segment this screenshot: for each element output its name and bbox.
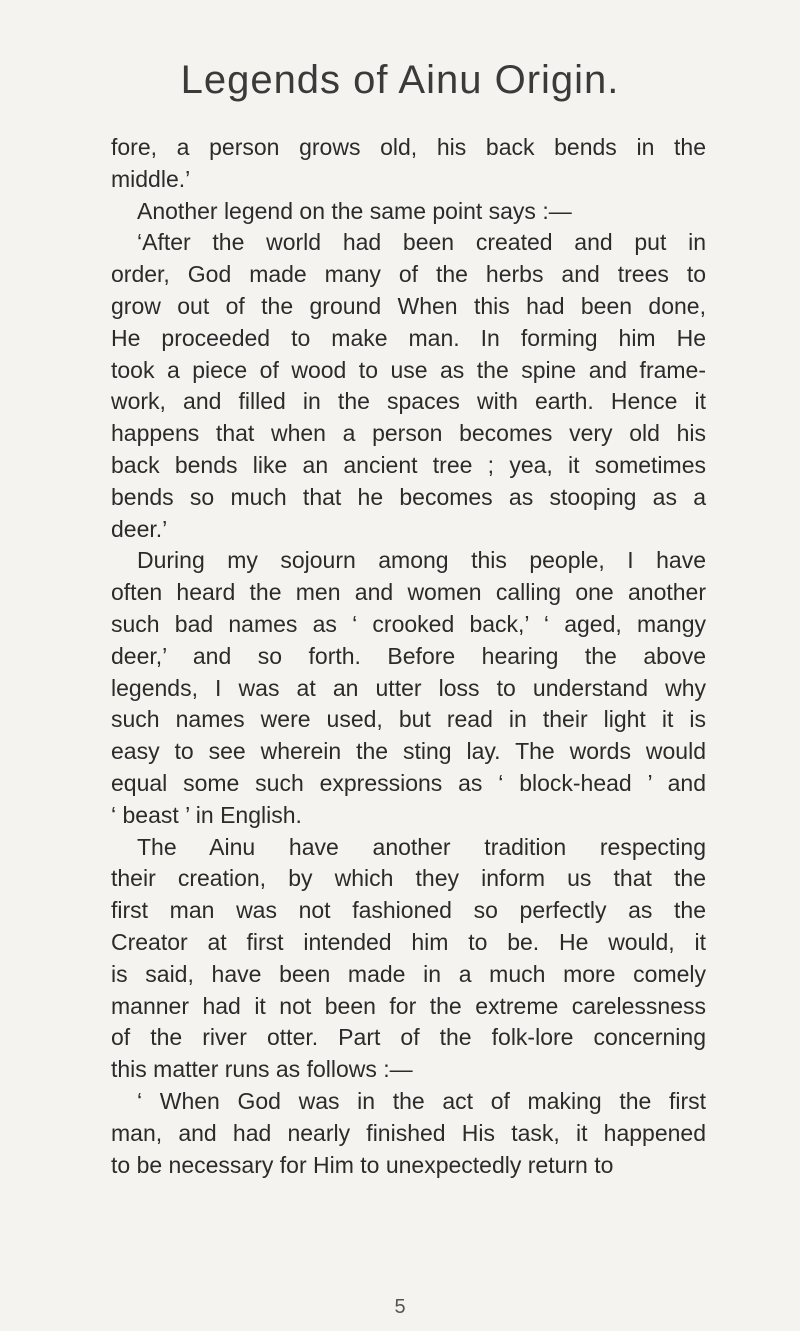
text-line: often heard the men and women calling one another — [111, 579, 706, 606]
paragraph — [111, 1086, 706, 1181]
text-line: to be necessary for Him to unexpectedly return to — [111, 1151, 614, 1178]
text-line: legends, I was at an utter loss to understand why — [111, 674, 706, 701]
text-line: ‘ beast ’ in English. — [111, 801, 302, 828]
text-line: such bad names as ‘ crooked back,’ ‘ aged, mangy — [111, 610, 706, 637]
text-line: Another legend on the same point says :— — [137, 197, 572, 224]
text-line: middle.’ — [111, 165, 191, 192]
paragraph — [111, 196, 706, 228]
text-line: He proceeded to make man. In forming him He — [111, 324, 706, 351]
text-line: During my sojourn among this people, I have — [137, 547, 706, 574]
text-line: their creation, by which they inform us that the — [111, 865, 706, 892]
text-line: equal some such expressions as ‘ block-head ’ and — [111, 769, 706, 796]
text-line: fore, a person grows old, his back bends in the — [111, 134, 706, 160]
body-text — [111, 132, 706, 1181]
text-line: first man was not fashioned so perfectly as the — [111, 897, 706, 924]
text-line: bends so much that he becomes as stooping as a — [111, 483, 706, 510]
text-line: easy to see wherein the sting lay. The words would — [111, 738, 706, 765]
page-number: 5 — [394, 1296, 406, 1318]
text-line: happens that when a person becomes very old his — [111, 420, 706, 447]
text-line: work, and filled in the spaces with earth. Hence it — [111, 388, 706, 415]
text-line: such names were used, but read in their light it is — [111, 706, 706, 733]
paragraph — [111, 227, 706, 545]
text-line: back bends like an ancient tree ; yea, it sometimes — [111, 451, 706, 478]
text-line: order, God made many of the herbs and trees to — [111, 261, 706, 288]
text-line: Creator at first intended him to be. He would, it — [111, 928, 706, 955]
paragraph — [111, 832, 706, 1086]
text-line: ‘After the world had been created and put in — [137, 229, 706, 256]
text-line: took a piece of wood to use as the spine and frame- — [111, 356, 706, 383]
text-line: is said, have been made in a much more comely — [111, 960, 706, 987]
paragraph — [111, 545, 706, 831]
running-head: Legends of Ainu Origin. — [180, 58, 620, 102]
text-line: this matter runs as follows :— — [111, 1056, 413, 1083]
text-line: ‘ When God was in the act of making the first — [137, 1087, 706, 1114]
paragraph — [111, 132, 706, 196]
text-line: deer.’ — [111, 515, 168, 542]
text-line: The Ainu have another tradition respecting — [137, 833, 706, 860]
text-line: grow out of the ground When this had been done, — [111, 292, 706, 319]
text-line: manner had it not been for the extreme carelessness — [111, 992, 706, 1019]
text-line: of the river otter. Part of the folk-lore concerning — [111, 1024, 706, 1051]
text-line: man, and had nearly finished His task, it happened — [111, 1119, 706, 1146]
text-line: deer,’ and so forth. Before hearing the above — [111, 642, 706, 669]
